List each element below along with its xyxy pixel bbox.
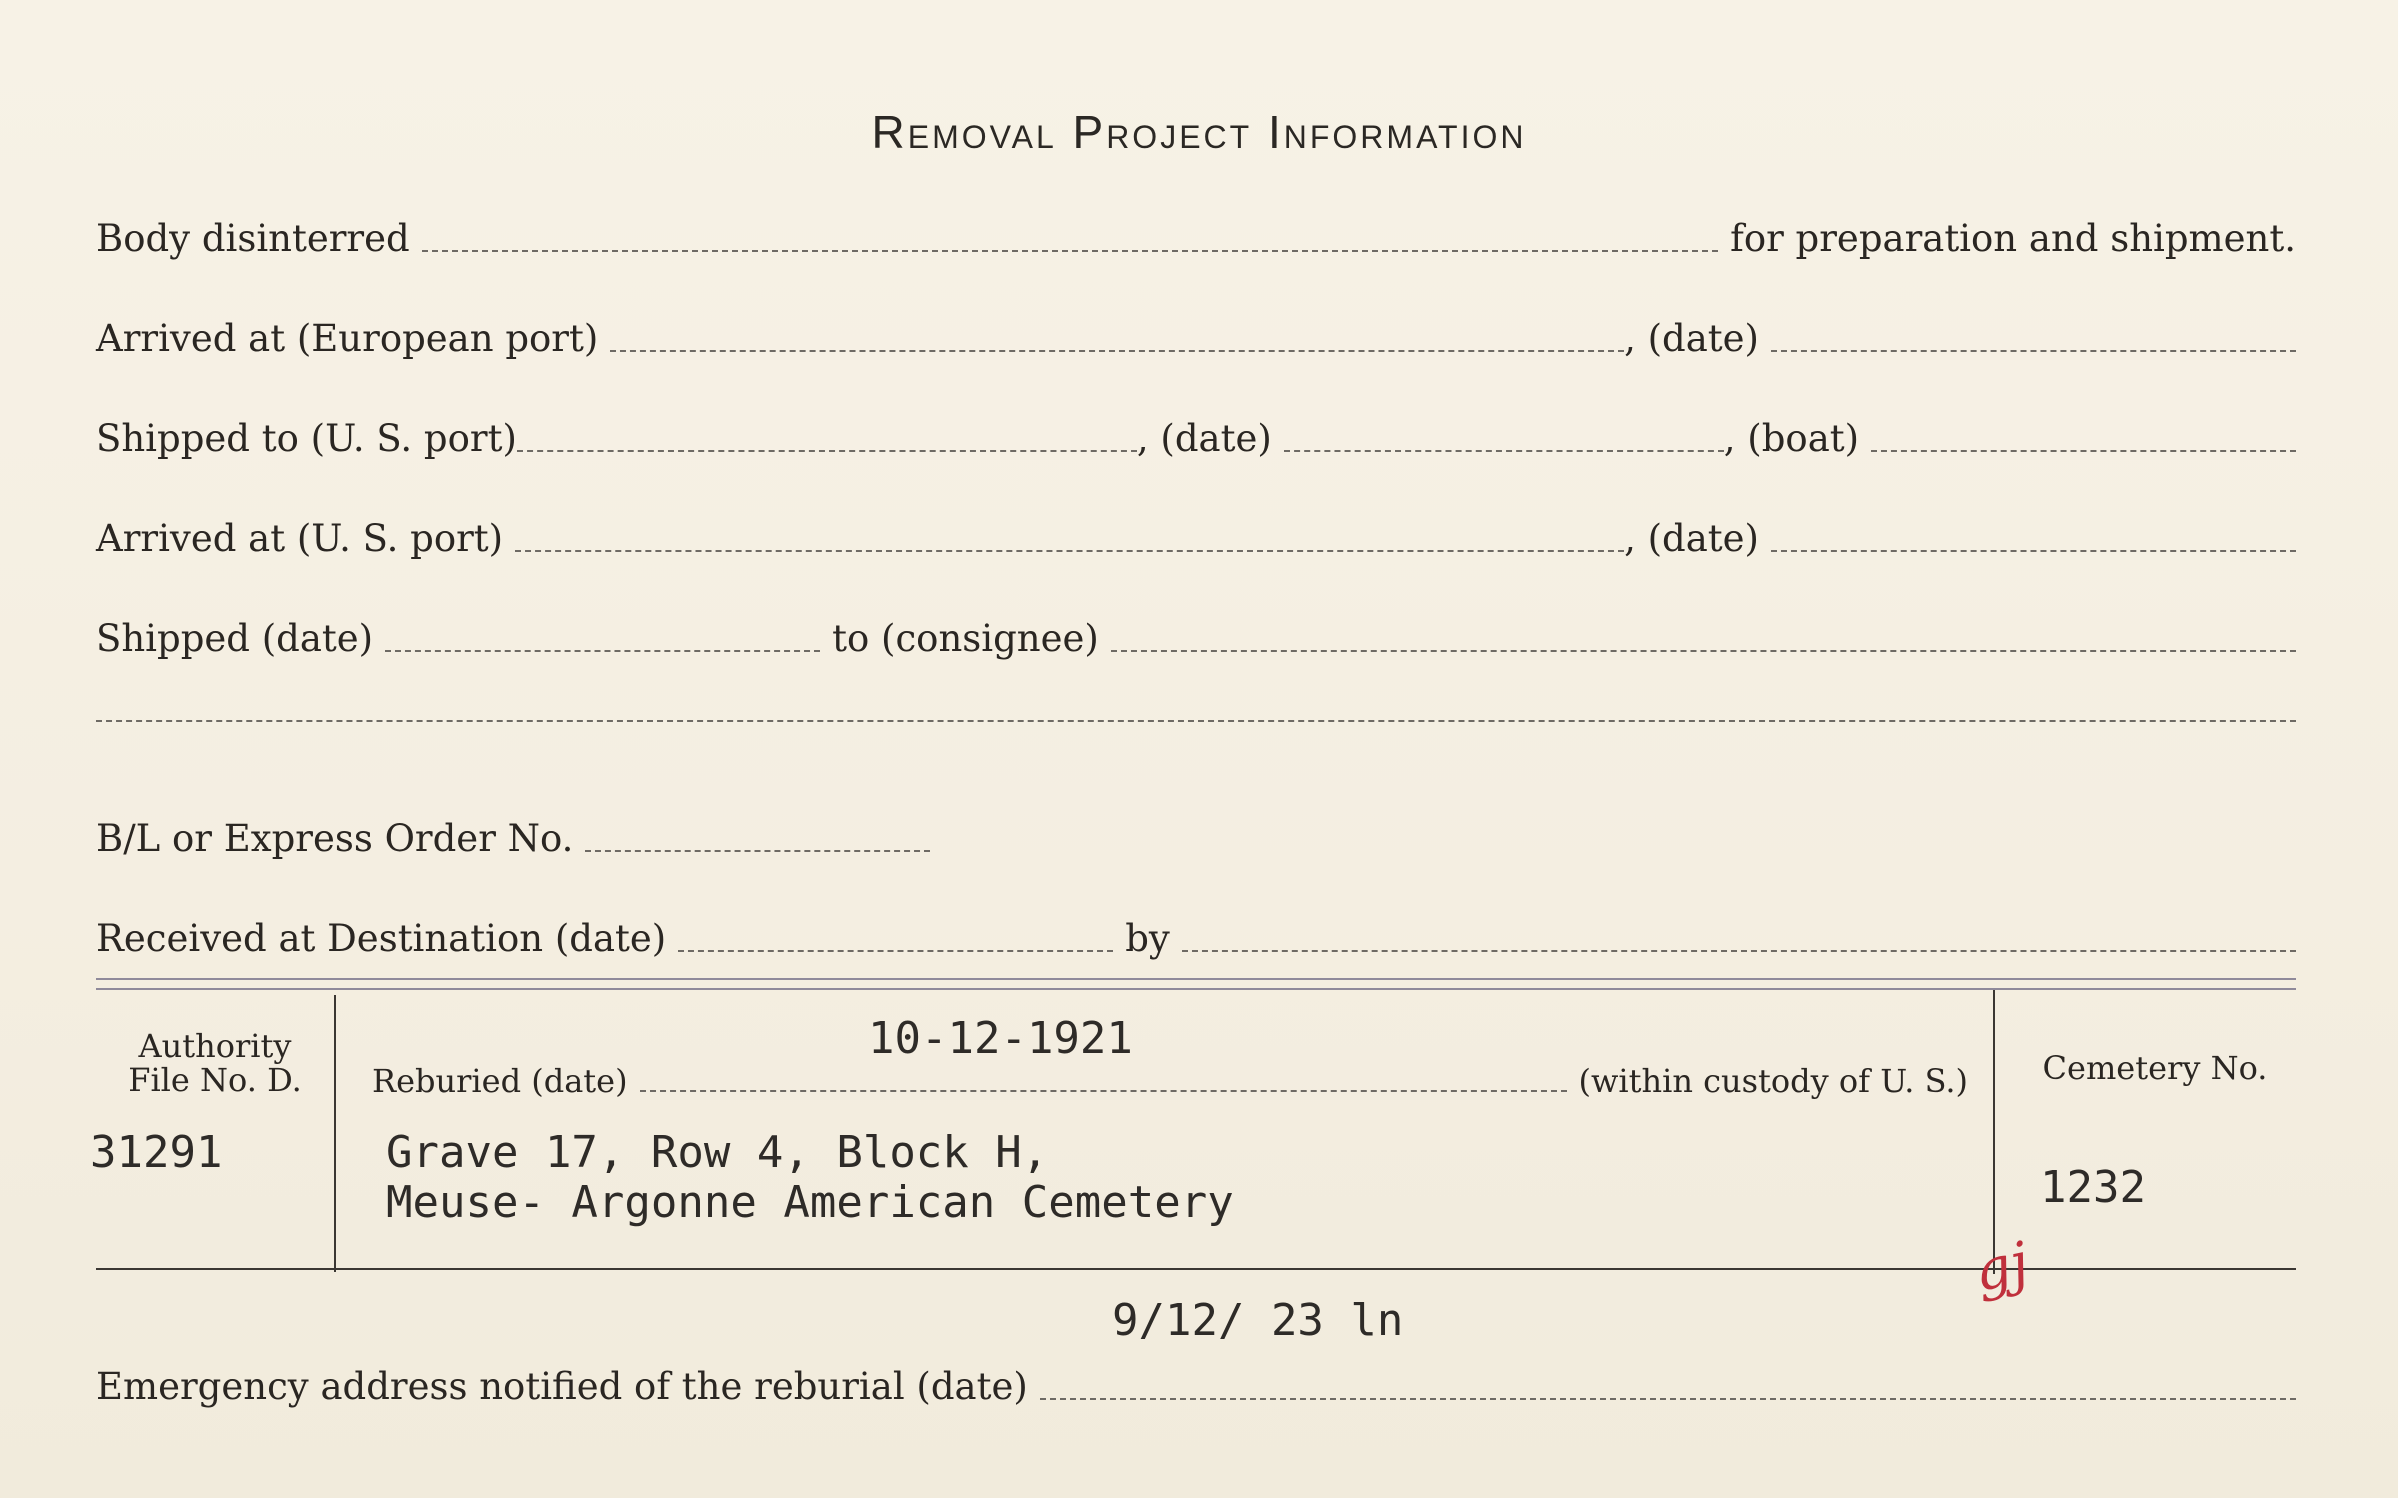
reburied-date-label: Reburied (date) [372,1062,628,1100]
cemetery-number-label: Cemetery No. [2042,1049,2268,1087]
european-port-field [610,350,1624,352]
bl-express-order-field [585,850,930,852]
shipped-date-field-2 [385,650,820,652]
row-reburied [372,1062,1968,1100]
received-destination-label: Received at Destination (date) [96,917,667,960]
emergency-date-value: 9/12/ 23 ln [1112,1295,1404,1346]
by-label: by [1125,917,1170,960]
arrived-us-date-label: , (date) [1624,517,1759,560]
section-rule-top [96,978,2296,980]
row-shipped-us-port [96,417,2296,460]
bl-express-order-label: B/L or Express Order No. [96,817,574,860]
red-initials-mark: gj [1968,1230,2035,1305]
authority-file-number: 31291 [90,1127,223,1178]
emergency-date-field [1040,1398,2296,1400]
shipped-date-label: , (date) [1136,417,1272,460]
consignee-label: to (consignee) [832,617,1099,660]
row-body-disinterred [96,217,2296,260]
row-received-destination [96,917,2296,960]
shipped-us-port-label: Shipped to (U. S. port) [96,417,517,460]
grave-location-line1: Grave 17, Row 4, Block H, [386,1127,1049,1178]
received-by-field [1182,950,2296,952]
row-emergency [96,1365,2296,1408]
row-bl-order [96,817,942,860]
row-arrived-european-port [96,317,2296,360]
consignee-field [1111,650,2296,652]
authority-label-line2: File No. D. [128,1060,302,1099]
authority-label-line1: Authority [138,1027,292,1065]
custody-label: (within custody of U. S.) [1578,1062,1968,1100]
reburied-date-value: 10-12-1921 [868,1013,1133,1064]
emergency-label: Emergency address notified of the reburial (date) [96,1365,1028,1408]
row-continuation [96,720,2296,727]
boat-field [1871,450,2296,452]
authority-label [96,1027,334,1099]
european-date-label: , (date) [1624,317,1759,360]
reburied-date-field [640,1090,1567,1092]
arrived-us-date-field [1771,550,2296,552]
preparation-shipment-label: for preparation and shipment. [1730,217,2296,260]
shipped-date-field [1284,450,1724,452]
card-title: Removal Project Information [871,106,1527,158]
european-date-field [1771,350,2296,352]
authority-divider [334,995,336,1272]
cemetery-number-value: 1232 [2040,1162,2146,1213]
arrived-us-port-field [515,550,1624,552]
continuation-field [96,720,2296,722]
shipped-date-label-2: Shipped (date) [96,617,374,660]
boat-label: , (boat) [1723,417,1860,460]
arrived-european-port-label: Arrived at (European port) [96,317,599,360]
section-rule-bottom [96,988,2296,990]
body-disinterred-field [422,250,1718,252]
cemetery-divider [1993,990,1995,1274]
arrived-us-port-label: Arrived at (U. S. port) [96,517,504,560]
us-port-field [517,450,1137,452]
row-shipped-consignee [96,617,2296,660]
body-disinterred-label: Body disinterred [96,217,410,260]
section-rule-close [96,1268,2296,1270]
row-arrived-us-port [96,517,2296,560]
grave-location-line2: Meuse- Argonne American Cemetery [386,1177,1234,1228]
received-date-field [678,950,1113,952]
